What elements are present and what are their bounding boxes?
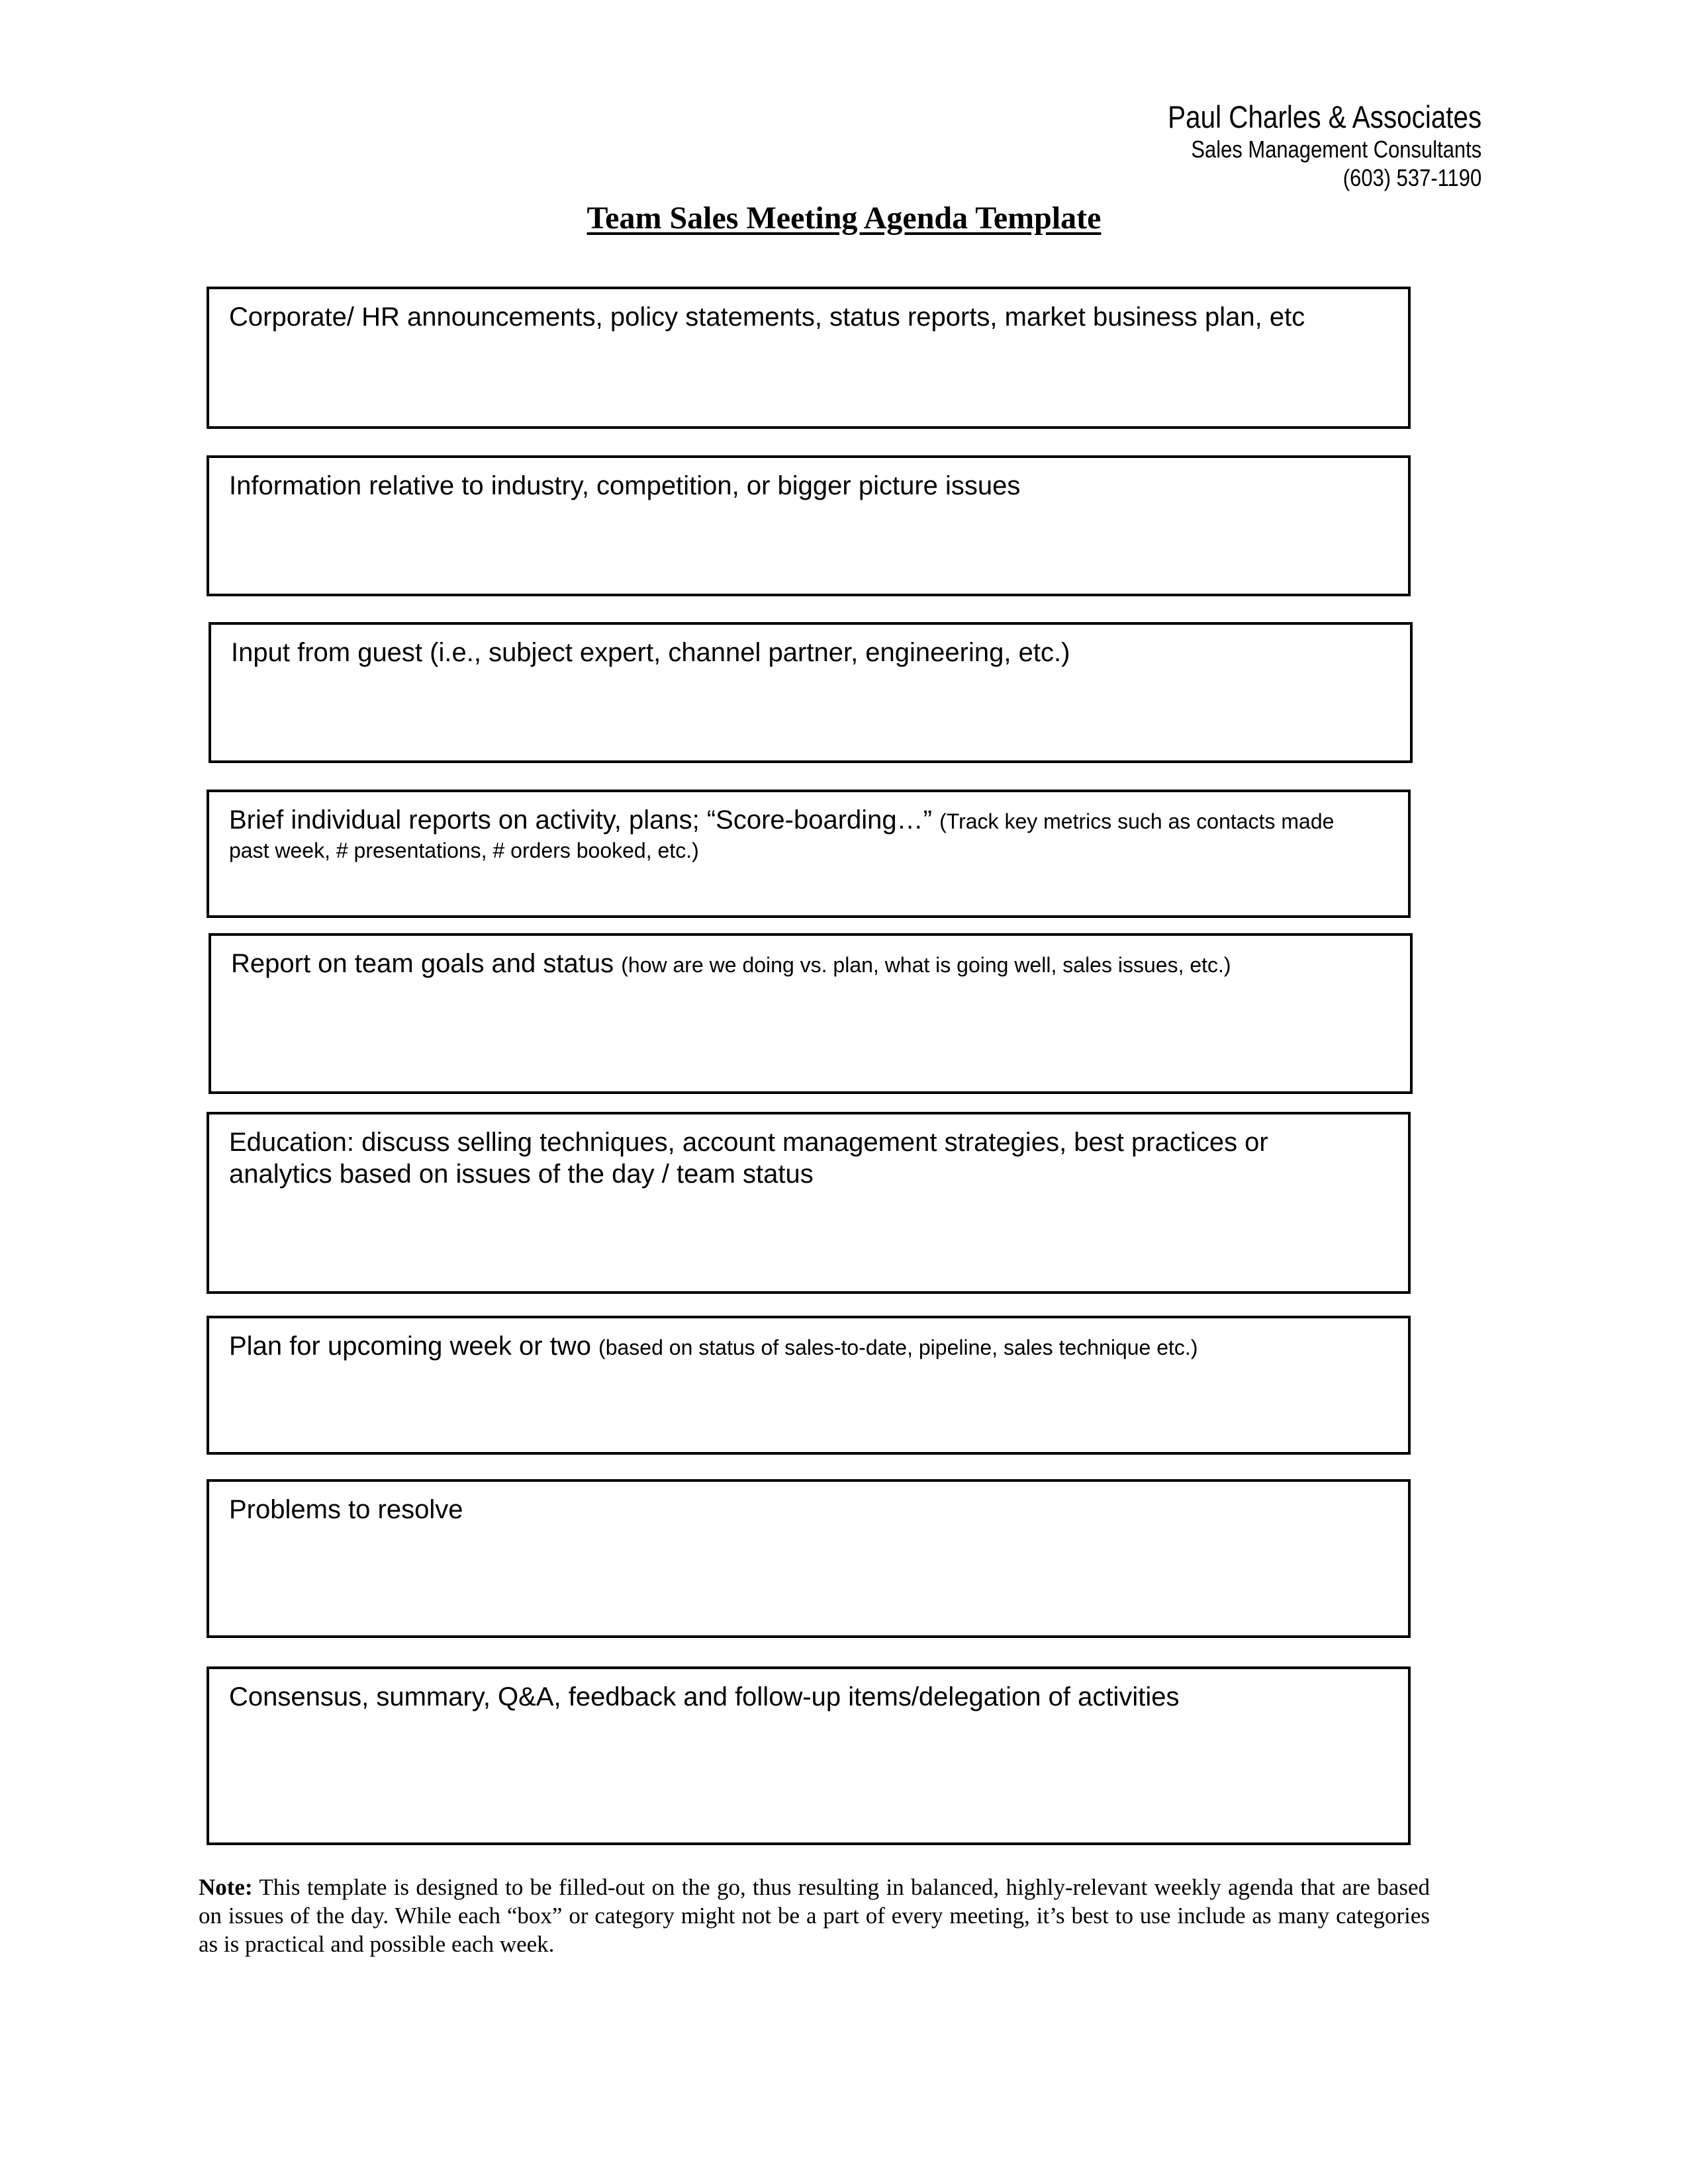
note-text: This template is designed to be filled-out on the go, thus resulting in balanced, highly-relevant weekly agenda that are based on issues of the day. While each “box” or category might not be a part of every meeting, it’s best to use include as many categories as is practical and possible each week.	[199, 1874, 1430, 1957]
agenda-box-individual-reports[interactable]	[207, 790, 1411, 918]
agenda-box-detail: (based on status of sales-to-date, pipeline, sales technique etc.)	[598, 1336, 1198, 1359]
agenda-box-corporate[interactable]	[207, 287, 1411, 429]
agenda-box-label: Brief individual reports on activity, plans; “Score-boarding…”	[229, 805, 940, 835]
agenda-box-upcoming-plan[interactable]	[207, 1316, 1411, 1455]
agenda-box-detail: (how are we doing vs. plan, what is going well, sales issues, etc.)	[621, 953, 1231, 977]
company-tagline: Sales Management Consultants	[1191, 136, 1481, 163]
agenda-box-consensus[interactable]	[207, 1666, 1411, 1845]
page-title-text: Team Sales Meeting Agenda Template	[586, 201, 1102, 236]
agenda-box-guest-input[interactable]	[209, 622, 1413, 763]
agenda-box-label: Input from guest (i.e., subject expert, channel partner, engineering, etc.)	[231, 638, 1070, 667]
agenda-box-label: Consensus, summary, Q&A, feedback and follow-up items/delegation of activities	[229, 1682, 1180, 1711]
page-title	[0, 199, 1688, 238]
agenda-box-label: Problems to resolve	[229, 1495, 463, 1524]
agenda-box-label: Plan for upcoming week or two	[229, 1332, 599, 1361]
agenda-box-team-goals[interactable]	[209, 933, 1413, 1094]
agenda-box-education[interactable]	[207, 1112, 1411, 1294]
company-name: Paul Charles & Associates	[1167, 99, 1481, 134]
template-note	[199, 1873, 1430, 1958]
agenda-box-label: Information relative to industry, competition, or bigger picture issues	[229, 471, 1021, 500]
note-label: Note:	[199, 1874, 253, 1900]
agenda-box-label: Report on team goals and status	[231, 949, 622, 978]
agenda-box-label: Corporate/ HR announcements, policy statements, status reports, market business plan, etc	[229, 302, 1305, 332]
company-header	[1168, 99, 1481, 192]
agenda-box-problems[interactable]	[207, 1479, 1411, 1638]
agenda-box-industry[interactable]	[207, 455, 1411, 596]
agenda-box-label: Education: discuss selling techniques, account management strategies, best practices or analytics based on issues of the day / team status	[229, 1128, 1268, 1189]
company-phone: (603) 537-1190	[1342, 164, 1481, 191]
agenda-box-detail-line2: past week, # presentations, # orders booked, etc.)	[229, 839, 699, 862]
agenda-box-detail: (Track key metrics such as contacts made	[939, 809, 1335, 833]
